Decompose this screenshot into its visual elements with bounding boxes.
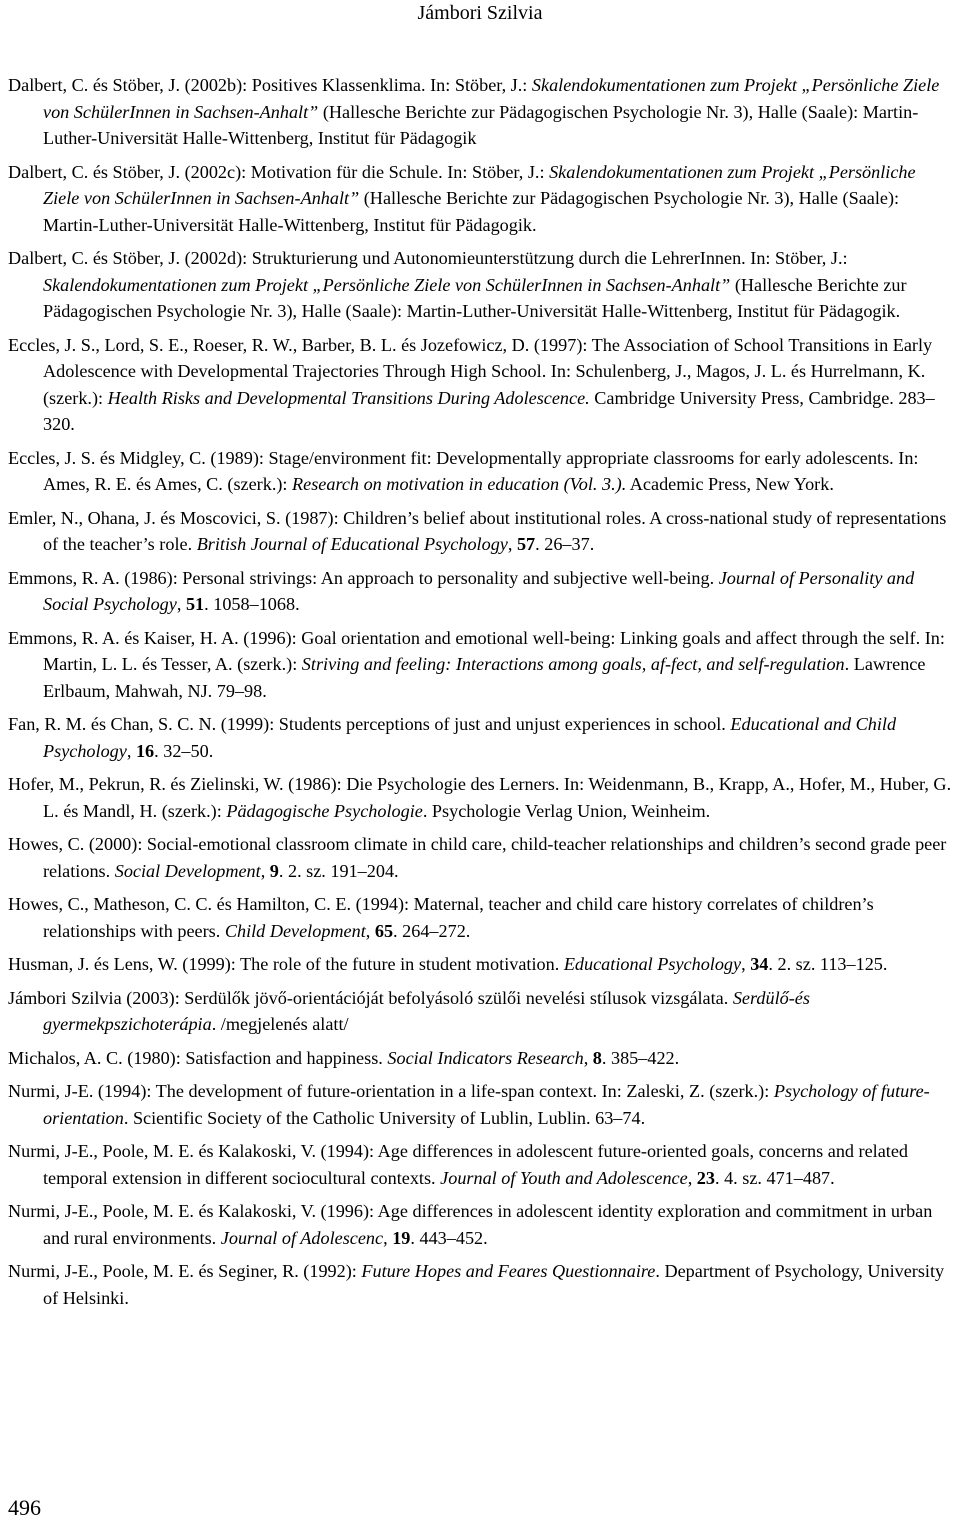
reference-text: Howes, C., Matheson, C. C. és Hamilton, C. E. (1994): Maternal, teacher and child care history correlates of children’s relationships with peers.: [8, 894, 874, 941]
reference-volume: 19: [392, 1227, 411, 1248]
reference-volume: 9: [269, 860, 279, 881]
reference-entry: [8, 245, 953, 325]
reference-volume: 51: [185, 594, 205, 614]
reference-title: Child Development: [224, 920, 366, 941]
reference-text: (Hallesche Berichte zur Pädagogischen Psychologie Nr. 3), Halle (Saale): Martin-Luther-Universität Halle-Wittenberg, Institut für Pädagogik: [43, 101, 919, 148]
reference-text: . 26–37.: [535, 534, 595, 554]
reference-entry: [8, 332, 953, 438]
reference-text: ,: [583, 1047, 593, 1068]
reference-volume: 34: [750, 954, 769, 974]
reference-title: Health Risks and Developmental Transitions During Adolescence.: [107, 387, 590, 408]
reference-text: . 32–50.: [154, 740, 214, 761]
page-number: 496: [8, 1495, 41, 1520]
reference-entry: [8, 951, 953, 978]
reference-volume: 65: [374, 920, 394, 941]
reference-text: Eccles, J. S. és Midgley, C. (1989): Stage/environment fit: Developmentally appropriate classrooms for early adolescents. In: Ames, R. E. és Ames, C. (szerk.):: [8, 447, 919, 494]
reference-title: Serdülő-és gyermekpszichoterápia: [43, 987, 810, 1034]
reference-text: Fan, R. M. és Chan, S. C. N. (1999): Students perceptions of just and unjust experiences in school.: [8, 714, 731, 734]
reference-text: . Lawrence Erlbaum, Mahwah, NJ. 79–98.: [43, 654, 926, 701]
reference-entry: [8, 505, 953, 558]
reference-title: Psychology of future-orientation: [43, 1081, 930, 1128]
reference-text: . 443–452.: [410, 1227, 488, 1248]
reference-entry: [8, 159, 953, 239]
reference-text: Dalbert, C. és Stöber, J. (2002c): Motivation für die Schule. In: Stöber, J.:: [8, 161, 550, 182]
reference-text: . Scientific Society of the Catholic University of Lublin, Lublin. 63–74.: [123, 1107, 646, 1128]
reference-volume: 8: [592, 1047, 602, 1068]
reference-text: . Department of Psychology, University of Helsinki.: [43, 1261, 945, 1308]
reference-text: Nurmi, J-E., Poole, M. E. és Kalakoski, V. (1994): Age differences in adolescent future-oriented goals, concerns and related temporal extension in different sociocultural contexts.: [8, 1141, 909, 1188]
reference-text: ,: [741, 954, 751, 974]
reference-text: Emmons, R. A. (1986): Personal strivings: An approach to personality and subjective well-being.: [8, 567, 719, 588]
reference-entry: [8, 771, 953, 824]
reference-text: . Psychologie Verlag Union, Weinheim.: [422, 800, 711, 821]
reference-entry: [8, 711, 953, 764]
reference-title: Pädagogische Psychologie: [226, 800, 423, 821]
reference-text: ,: [260, 860, 270, 881]
reference-title: Striving and feeling: Interactions among goals, af-fect, and self-regulation: [301, 654, 845, 674]
reference-title: Journal of Personality and Social Psychology: [43, 567, 915, 614]
reference-entry: [8, 72, 953, 152]
reference-volume: 16: [135, 740, 155, 761]
reference-entry: [8, 1045, 953, 1072]
reference-text: Jámbori Szilvia (2003): Serdülők jövő-orientációját befolyásoló szülői nevelési stílusok vizsgálata.: [8, 987, 733, 1008]
reference-title: Educational and Child Psychology: [43, 714, 897, 761]
reference-text: Hofer, M., Pekrun, R. és Zielinski, W. (1986): Die Psychologie des Lerners. In: Weidenmann, B., Krapp, A., Hofer, M., Huber, G. L. és Mandl, H. (szerk.):: [8, 774, 952, 821]
reference-title: Skalendokumentationen zum Projekt „Persönliche Ziele von SchülerInnen in Sachsen-Anhalt”: [43, 75, 940, 122]
reference-entry: [8, 831, 953, 884]
running-head: Jámbori Szilvia: [417, 2, 543, 24]
reference-entry: [8, 1258, 953, 1311]
reference-title: British Journal of Educational Psychology: [196, 534, 508, 554]
reference-text: ,: [176, 594, 186, 614]
reference-text: ,: [126, 740, 136, 761]
reference-title: Skalendokumentationen zum Projekt „Persönliche Ziele von SchülerInnen in Sachsen-Anhalt”: [43, 274, 731, 295]
reference-entry: [8, 445, 953, 498]
reference-text: ,: [383, 1227, 393, 1248]
reference-volume: 23: [696, 1167, 715, 1188]
reference-text: . 264–272.: [393, 920, 471, 941]
reference-entry: [8, 1198, 953, 1251]
reference-text: . /megjelenés alatt/: [211, 1014, 349, 1034]
reference-text: Emler, N., Ohana, J. és Moscovici, S. (1987): Children’s belief about institutional roles. A cross-national study of representations of the teacher’s role.: [8, 507, 947, 554]
reference-entry: [8, 565, 953, 618]
reference-text: Husman, J. és Lens, W. (1999): The role of the future in student motivation.: [8, 954, 564, 974]
reference-text: Cambridge University Press, Cambridge. 283–320.: [43, 387, 935, 434]
reference-text: . 2. sz. 191–204.: [278, 860, 399, 881]
reference-list: [8, 72, 953, 1318]
reference-title: Social Development: [114, 860, 261, 881]
reference-title: Journal of Adolescenc: [220, 1227, 384, 1248]
reference-entry: [8, 625, 953, 705]
reference-title: Journal of Youth and Adolescence: [440, 1167, 688, 1188]
reference-volume: 57: [516, 534, 536, 554]
reference-title: Research on motivation in education (Vol. 3.).: [292, 474, 627, 494]
reference-text: ,: [507, 534, 517, 554]
reference-title: Future Hopes and Feares Questionnaire: [361, 1261, 656, 1281]
reference-entry: [8, 1078, 953, 1131]
reference-entry: [8, 985, 953, 1038]
reference-entry: [8, 891, 953, 944]
reference-text: Dalbert, C. és Stöber, J. (2002b): Positives Klassenklima. In: Stöber, J.:: [8, 75, 532, 95]
reference-text: Eccles, J. S., Lord, S. E., Roeser, R. W., Barber, B. L. és Jozefowicz, D. (1997): The Association of School Transitions in Early Adolescence with Developmental Trajectories Through High School. In: Schulenberg, J., Magos, J. L. és Hurrelmann, K. (szerk.):: [8, 334, 933, 408]
reference-title: Educational Psychology: [563, 954, 742, 974]
reference-text: (Hallesche Berichte zur Pädagogischen Psychologie Nr. 3), Halle (Saale): Martin-Luther-Universität Halle-Wittenberg, Institut für Pädagogik.: [43, 274, 907, 321]
reference-text: . 1058–1068.: [204, 594, 300, 614]
reference-text: . 385–422.: [601, 1047, 680, 1068]
reference-text: . 4. sz. 471–487.: [714, 1167, 835, 1188]
reference-text: Emmons, R. A. és Kaiser, H. A. (1996): Goal orientation and emotional well-being: Linking goals and affect through the self. In: Martin, L. L. és Tesser, A. (szerk.):: [8, 627, 945, 674]
reference-text: ,: [687, 1167, 697, 1188]
reference-text: Howes, C. (2000): Social-emotional classroom climate in child care, child-teacher relationships and children’s second grade peer relations.: [8, 834, 947, 881]
reference-title: Social Indicators Research: [387, 1047, 584, 1068]
reference-text: Nurmi, J-E. (1994): The development of future-orientation in a life-span context. In: Zaleski, Z. (szerk.):: [8, 1081, 774, 1101]
reference-text: . 2. sz. 113–125.: [768, 954, 888, 974]
reference-title: Skalendokumentationen zum Projekt „Persönliche Ziele von SchülerInnen in Sachsen-Anhalt”: [43, 161, 916, 208]
reference-text: Nurmi, J-E., Poole, M. E. és Kalakoski, V. (1996): Age differences in adolescent identity exploration and commitment in urban and rural environments.: [8, 1201, 933, 1248]
reference-entry: [8, 1138, 953, 1191]
reference-text: Dalbert, C. és Stöber, J. (2002d): Strukturierung und Autonomieunterstützung durch die LehrerInnen. In: Stöber, J.:: [8, 248, 848, 268]
reference-text: Nurmi, J-E., Poole, M. E. és Seginer, R. (1992):: [8, 1261, 362, 1281]
reference-text: (Hallesche Berichte zur Pädagogischen Psychologie Nr. 3), Halle (Saale): Martin-Luther-Universität Halle-Wittenberg, Institut für Pädagogik.: [43, 188, 900, 235]
reference-text: ,: [365, 920, 375, 941]
reference-text: Academic Press, New York.: [626, 474, 834, 494]
reference-text: Michalos, A. C. (1980): Satisfaction and happiness.: [8, 1047, 388, 1068]
